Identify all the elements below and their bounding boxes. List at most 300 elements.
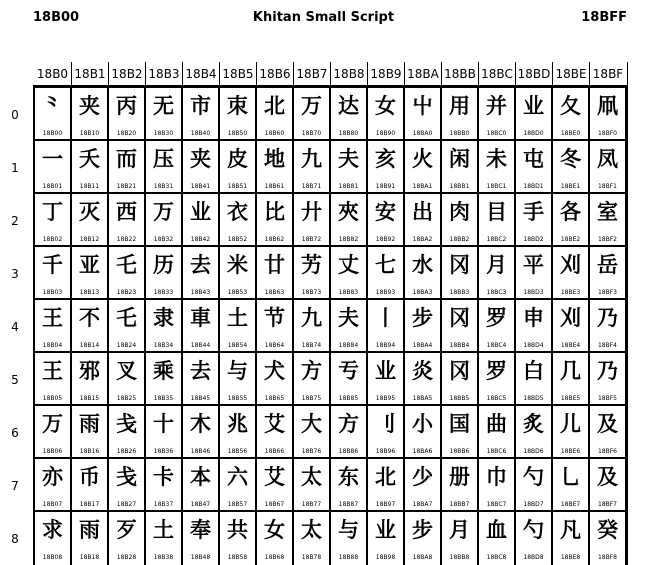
glyph-cell bbox=[590, 141, 625, 193]
glyph-cell bbox=[331, 300, 366, 352]
codepoint-label: 18BC6 bbox=[486, 448, 507, 455]
codepoint-label: 18BE2 bbox=[560, 236, 581, 243]
codepoint-label: 18BF1 bbox=[597, 183, 618, 190]
codepoint-label: 18BA8 bbox=[412, 554, 433, 561]
grid-right-border bbox=[627, 62, 628, 565]
glyph: 方 bbox=[338, 411, 359, 436]
glyph-cell bbox=[35, 88, 70, 140]
glyph-cell bbox=[516, 300, 551, 352]
glyph-cell bbox=[590, 194, 625, 246]
codepoint-label: 18B31 bbox=[153, 183, 174, 190]
glyph: 車 bbox=[190, 305, 211, 330]
glyph-cell bbox=[331, 141, 366, 193]
glyph-cell bbox=[442, 88, 477, 140]
glyph-cell bbox=[35, 512, 70, 564]
glyph-cell bbox=[331, 353, 366, 405]
glyph-cell bbox=[442, 141, 477, 193]
glyph-cell bbox=[479, 88, 514, 140]
glyph: 炎 bbox=[412, 358, 433, 383]
column-header: 18BB bbox=[441, 62, 478, 85]
glyph-cell bbox=[516, 512, 551, 564]
glyph: 歹 bbox=[116, 517, 137, 542]
glyph-cell bbox=[368, 141, 403, 193]
glyph-cell bbox=[257, 141, 292, 193]
codepoint-label: 18B04 bbox=[42, 342, 63, 349]
row-header: 5 bbox=[11, 373, 19, 387]
glyph-cell bbox=[590, 88, 625, 140]
codepoint-label: 18B72 bbox=[301, 236, 322, 243]
codepoint-label: 18B07 bbox=[42, 501, 63, 508]
glyph: 目 bbox=[486, 199, 507, 224]
glyph-cell bbox=[220, 459, 255, 511]
glyph-cell bbox=[257, 247, 292, 299]
codepoint-label: 18B22 bbox=[116, 236, 137, 243]
glyph: 王 bbox=[42, 358, 63, 383]
glyph: 夹 bbox=[79, 93, 100, 118]
glyph: 太 bbox=[301, 517, 322, 542]
codepoint-label: 18B06 bbox=[42, 448, 63, 455]
glyph-cell bbox=[553, 406, 588, 458]
glyph: 刂 bbox=[375, 411, 396, 436]
glyph-cell bbox=[442, 194, 477, 246]
row-header: 4 bbox=[11, 320, 19, 334]
codepoint-label: 18BA0 bbox=[412, 130, 433, 137]
column-header: 18B8 bbox=[330, 62, 367, 85]
glyph: 艾 bbox=[264, 411, 285, 436]
glyph-cell bbox=[35, 141, 70, 193]
glyph-cell bbox=[405, 459, 440, 511]
codepoint-label: 18BD2 bbox=[523, 236, 544, 243]
glyph: 肉 bbox=[449, 199, 470, 224]
glyph: 地 bbox=[264, 146, 285, 171]
glyph-cell bbox=[331, 512, 366, 564]
codepoint-label: 18B46 bbox=[190, 448, 211, 455]
grid-column-line bbox=[551, 86, 553, 565]
glyph-cell bbox=[294, 353, 329, 405]
codepoint-label: 18BF0 bbox=[597, 130, 618, 137]
glyph-cell bbox=[220, 194, 255, 246]
glyph-cell bbox=[220, 406, 255, 458]
codepoint-label: 18B98 bbox=[375, 554, 396, 561]
codepoint-label: 18BC1 bbox=[486, 183, 507, 190]
glyph-cell bbox=[442, 512, 477, 564]
column-header: 18B1 bbox=[71, 62, 108, 85]
codepoint-label: 18B87 bbox=[338, 501, 359, 508]
glyph: 丙 bbox=[116, 93, 137, 118]
codepoint-label: 18BD4 bbox=[523, 342, 544, 349]
row-header: 6 bbox=[11, 426, 19, 440]
row-header: 7 bbox=[11, 479, 19, 493]
codepoint-label: 18B14 bbox=[79, 342, 100, 349]
glyph: 九 bbox=[301, 305, 322, 330]
glyph-cell bbox=[183, 194, 218, 246]
codepoint-label: 18BE7 bbox=[560, 501, 581, 508]
glyph-cell bbox=[553, 141, 588, 193]
codepoint-label: 18B27 bbox=[116, 501, 137, 508]
codepoint-label: 18B51 bbox=[227, 183, 248, 190]
glyph: 步 bbox=[412, 305, 433, 330]
glyph-cell bbox=[35, 300, 70, 352]
glyph: 市 bbox=[190, 93, 211, 118]
codepoint-label: 18BB4 bbox=[449, 342, 470, 349]
glyph: 乃 bbox=[597, 305, 618, 330]
glyph-cell bbox=[109, 300, 144, 352]
grid-row-line bbox=[33, 192, 628, 194]
glyph: 曲 bbox=[486, 411, 507, 436]
codepoint-label: 18B85 bbox=[338, 395, 359, 402]
grid-row-line bbox=[33, 86, 628, 88]
glyph-cell bbox=[109, 88, 144, 140]
codepoint-label: 18B64 bbox=[264, 342, 285, 349]
glyph-cell bbox=[294, 194, 329, 246]
glyph-cell bbox=[72, 141, 107, 193]
glyph: 北 bbox=[264, 93, 285, 118]
codepoint-label: 18B50 bbox=[227, 130, 248, 137]
glyph-cell bbox=[257, 300, 292, 352]
glyph: 无 bbox=[153, 93, 174, 118]
codepoint-label: 18B40 bbox=[190, 130, 211, 137]
codepoint-label: 18B93 bbox=[375, 289, 396, 296]
codepoint-label: 18B01 bbox=[42, 183, 63, 190]
codepoint-label: 18B54 bbox=[227, 342, 248, 349]
codepoint-label: 18B20 bbox=[116, 130, 137, 137]
glyph: 安 bbox=[375, 199, 396, 224]
codepoint-label: 18B91 bbox=[375, 183, 396, 190]
glyph: 万 bbox=[153, 199, 174, 224]
glyph-cell bbox=[257, 459, 292, 511]
codepoint-label: 18BD6 bbox=[523, 448, 544, 455]
codepoint-label: 18B12 bbox=[79, 236, 100, 243]
glyph-cell bbox=[257, 194, 292, 246]
codepoint-label: 18B62 bbox=[264, 236, 285, 243]
glyph-cell bbox=[72, 353, 107, 405]
glyph-cell bbox=[35, 247, 70, 299]
codepoint-label: 18B42 bbox=[190, 236, 211, 243]
codepoint-label: 18B84 bbox=[338, 342, 359, 349]
grid-column-line bbox=[329, 86, 331, 565]
row-header: 3 bbox=[11, 267, 19, 281]
glyph-cell bbox=[553, 459, 588, 511]
glyph: 戋 bbox=[116, 411, 137, 436]
codepoint-label: 18BE5 bbox=[560, 395, 581, 402]
glyph: 白 bbox=[523, 358, 544, 383]
glyph: 凧 bbox=[597, 93, 618, 118]
codepoint-label: 18B60 bbox=[264, 130, 285, 137]
glyph: 业 bbox=[375, 517, 396, 542]
glyph: 巾 bbox=[486, 464, 507, 489]
grid-column-line bbox=[477, 86, 479, 565]
glyph: 戋 bbox=[116, 464, 137, 489]
codepoint-label: 18BC3 bbox=[486, 289, 507, 296]
glyph-cell bbox=[331, 247, 366, 299]
codepoint-label: 18B92 bbox=[375, 236, 396, 243]
codepoint-label: 18B53 bbox=[227, 289, 248, 296]
glyph-cell bbox=[72, 194, 107, 246]
glyph-cell bbox=[294, 512, 329, 564]
codepoint-label: 18BC5 bbox=[486, 395, 507, 402]
glyph: 勺 bbox=[523, 464, 544, 489]
glyph-cell bbox=[146, 353, 181, 405]
codepoint-label: 18B48 bbox=[190, 554, 211, 561]
glyph: 廾 bbox=[301, 199, 322, 224]
codepoint-label: 18B38 bbox=[153, 554, 174, 561]
codepoint-label: 18B26 bbox=[116, 448, 137, 455]
codepoint-label: 18BA7 bbox=[412, 501, 433, 508]
codepoint-label: 18B68 bbox=[264, 554, 285, 561]
glyph: 亐 bbox=[338, 358, 359, 383]
glyph: 北 bbox=[375, 464, 396, 489]
glyph: 衣 bbox=[227, 199, 248, 224]
glyph-cell bbox=[146, 141, 181, 193]
glyph-cell bbox=[72, 247, 107, 299]
glyph: 少 bbox=[412, 464, 433, 489]
grid-column-line bbox=[33, 86, 35, 565]
glyph: 廿 bbox=[264, 252, 285, 277]
glyph-cell bbox=[72, 88, 107, 140]
glyph-cell bbox=[590, 512, 625, 564]
grid-column-line bbox=[107, 86, 109, 565]
glyph-cell bbox=[479, 459, 514, 511]
glyph: 乃 bbox=[597, 358, 618, 383]
glyph-cell bbox=[516, 141, 551, 193]
glyph-cell bbox=[220, 247, 255, 299]
glyph: 癸 bbox=[597, 517, 618, 542]
glyph: 女 bbox=[375, 93, 396, 118]
grid-row-line bbox=[33, 510, 628, 512]
codepoint-label: 18BB3 bbox=[449, 289, 470, 296]
codepoint-label: 18BC4 bbox=[486, 342, 507, 349]
glyph-cell bbox=[479, 141, 514, 193]
codepoint-label: 18B34 bbox=[153, 342, 174, 349]
glyph: 亥 bbox=[375, 146, 396, 171]
glyph: 十 bbox=[153, 411, 174, 436]
codepoint-label: 18BB5 bbox=[449, 395, 470, 402]
glyph: 比 bbox=[264, 199, 285, 224]
glyph: 业 bbox=[523, 93, 544, 118]
grid-column-line bbox=[144, 86, 146, 565]
grid-row-line bbox=[33, 351, 628, 353]
codepoint-label: 18B13 bbox=[79, 289, 100, 296]
codepoint-label: 18BF3 bbox=[597, 289, 618, 296]
glyph: 夹 bbox=[190, 146, 211, 171]
glyph: 而 bbox=[116, 146, 137, 171]
glyph: 几 bbox=[560, 358, 581, 383]
glyph-cell bbox=[405, 88, 440, 140]
codepoint-label: 18B10 bbox=[79, 130, 100, 137]
codepoint-label: 18BD5 bbox=[523, 395, 544, 402]
glyph: 岳 bbox=[597, 252, 618, 277]
glyph: 冬 bbox=[560, 146, 581, 171]
glyph-cell bbox=[516, 353, 551, 405]
codepoint-label: 18BA2 bbox=[412, 236, 433, 243]
codepoint-label: 18BB7 bbox=[449, 501, 470, 508]
glyph: 六 bbox=[227, 464, 248, 489]
glyph-cell bbox=[405, 194, 440, 246]
glyph: 本 bbox=[190, 464, 211, 489]
glyph: 艾 bbox=[264, 464, 285, 489]
glyph: 压 bbox=[153, 146, 174, 171]
codepoint-label: 18B65 bbox=[264, 395, 285, 402]
glyph: 乇 bbox=[116, 252, 137, 277]
codepoint-label: 18B90 bbox=[375, 130, 396, 137]
column-header: 18B7 bbox=[293, 62, 330, 85]
glyph: 罗 bbox=[486, 305, 507, 330]
row-header: 1 bbox=[11, 161, 19, 175]
glyph: 屯 bbox=[523, 146, 544, 171]
glyph-cell bbox=[553, 353, 588, 405]
glyph-cell bbox=[516, 247, 551, 299]
codepoint-label: 18B25 bbox=[116, 395, 137, 402]
glyph-cell bbox=[590, 300, 625, 352]
codepoint-label: 18BA6 bbox=[412, 448, 433, 455]
codepoint-label: 18BD0 bbox=[523, 130, 544, 137]
glyph: 出 bbox=[412, 199, 433, 224]
glyph-cell bbox=[479, 247, 514, 299]
codepoint-label: 18BA5 bbox=[412, 395, 433, 402]
glyph: 与 bbox=[227, 358, 248, 383]
codepoint-label: 18B11 bbox=[79, 183, 100, 190]
glyph: 及 bbox=[597, 464, 618, 489]
glyph-cell bbox=[257, 353, 292, 405]
glyph: 七 bbox=[375, 252, 396, 277]
glyph-cell bbox=[183, 300, 218, 352]
glyph: 艻 bbox=[301, 252, 322, 277]
glyph-cell bbox=[590, 353, 625, 405]
codepoint-label: 18B23 bbox=[116, 289, 137, 296]
glyph: 雨 bbox=[79, 517, 100, 542]
glyph-cell bbox=[590, 247, 625, 299]
glyph-cell bbox=[553, 300, 588, 352]
codepoint-label: 18BD7 bbox=[523, 501, 544, 508]
glyph: 木 bbox=[190, 411, 211, 436]
codepoint-label: 18B45 bbox=[190, 395, 211, 402]
glyph: 王 bbox=[42, 305, 63, 330]
codepoint-label: 18BF6 bbox=[597, 448, 618, 455]
codepoint-label: 18B75 bbox=[301, 395, 322, 402]
glyph-cell bbox=[220, 300, 255, 352]
glyph-cell bbox=[35, 353, 70, 405]
glyph: 达 bbox=[338, 93, 359, 118]
glyph: 申 bbox=[523, 305, 544, 330]
glyph: 冈 bbox=[449, 252, 470, 277]
codepoint-label: 18B02 bbox=[42, 236, 63, 243]
column-header: 18BF bbox=[589, 62, 626, 85]
codepoint-label: 18BC7 bbox=[486, 501, 507, 508]
codepoint-label: 18B58 bbox=[227, 554, 248, 561]
glyph-cell bbox=[146, 512, 181, 564]
codepoint-label: 18B56 bbox=[227, 448, 248, 455]
glyph-cell bbox=[405, 300, 440, 352]
column-header: 18B0 bbox=[36, 66, 69, 81]
glyph-cell bbox=[257, 88, 292, 140]
glyph-cell bbox=[516, 459, 551, 511]
codepoint-label: 18B86 bbox=[338, 448, 359, 455]
codepoint-label: 18B61 bbox=[264, 183, 285, 190]
codepoint-label: 18B41 bbox=[190, 183, 211, 190]
glyph: 月 bbox=[486, 252, 507, 277]
column-header: 18B2 bbox=[108, 62, 145, 85]
codepoint-label: 18B88 bbox=[338, 554, 359, 561]
glyph: 卡 bbox=[153, 464, 174, 489]
glyph-cell bbox=[294, 247, 329, 299]
glyph: 九 bbox=[301, 146, 322, 171]
glyph-cell bbox=[109, 512, 144, 564]
glyph: 太 bbox=[301, 464, 322, 489]
grid-row-line bbox=[33, 457, 628, 459]
codepoint-label: 18B55 bbox=[227, 395, 248, 402]
glyph: 手 bbox=[523, 199, 544, 224]
codepoint-label: 18B80 bbox=[338, 130, 359, 137]
glyph-cell bbox=[146, 247, 181, 299]
codepoint-label: 18B77 bbox=[301, 501, 322, 508]
glyph-cell bbox=[590, 459, 625, 511]
glyph-cell bbox=[368, 406, 403, 458]
codepoint-label: 18B63 bbox=[264, 289, 285, 296]
codepoint-label: 18BE1 bbox=[560, 183, 581, 190]
glyph-cell bbox=[405, 141, 440, 193]
glyph-cell bbox=[35, 459, 70, 511]
grid-row-line bbox=[33, 298, 628, 300]
glyph: 邪 bbox=[79, 358, 100, 383]
glyph-cell bbox=[257, 512, 292, 564]
glyph-cell bbox=[368, 88, 403, 140]
grid-row-line bbox=[33, 245, 628, 247]
glyph: 水 bbox=[412, 252, 433, 277]
column-header: 18B9 bbox=[367, 62, 404, 85]
glyph: 小 bbox=[412, 411, 433, 436]
codepoint-label: 18BE8 bbox=[560, 554, 581, 561]
glyph-cell bbox=[146, 88, 181, 140]
codepoint-label: 18B18 bbox=[79, 554, 100, 561]
glyph: 共 bbox=[227, 517, 248, 542]
glyph-cell bbox=[183, 406, 218, 458]
glyph: 火 bbox=[412, 146, 433, 171]
glyph-cell bbox=[183, 141, 218, 193]
codepoint-label: 18B52 bbox=[227, 236, 248, 243]
glyph-cell bbox=[368, 459, 403, 511]
column-header: 18BC bbox=[478, 62, 515, 85]
glyph-cell bbox=[109, 247, 144, 299]
glyph-cell bbox=[405, 406, 440, 458]
glyph-cell bbox=[294, 459, 329, 511]
glyph: 夫 bbox=[338, 305, 359, 330]
codepoint-label: 18BB6 bbox=[449, 448, 470, 455]
glyph: 兆 bbox=[227, 411, 248, 436]
glyph: 夭 bbox=[79, 146, 100, 171]
glyph: 米 bbox=[227, 252, 248, 277]
glyph-cell bbox=[294, 88, 329, 140]
glyph: 去 bbox=[190, 358, 211, 383]
glyph: ⺀ bbox=[42, 93, 63, 118]
glyph: 罗 bbox=[486, 358, 507, 383]
glyph: 月 bbox=[449, 517, 470, 542]
glyph: 土 bbox=[227, 305, 248, 330]
codepoint-label: 18B33 bbox=[153, 289, 174, 296]
glyph-cell bbox=[331, 88, 366, 140]
codepoint-label: 18BF2 bbox=[597, 236, 618, 243]
codepoint-label: 18BC2 bbox=[486, 236, 507, 243]
glyph: 奉 bbox=[190, 517, 211, 542]
glyph: 血 bbox=[486, 517, 507, 542]
glyph-cell bbox=[109, 459, 144, 511]
column-header: 18BA bbox=[404, 62, 441, 85]
glyph-cell bbox=[479, 194, 514, 246]
glyph-cell bbox=[220, 353, 255, 405]
column-header: 18B3 bbox=[145, 62, 182, 85]
glyph: 与 bbox=[338, 517, 359, 542]
grid-column-line bbox=[218, 86, 220, 565]
glyph: 亚 bbox=[79, 252, 100, 277]
